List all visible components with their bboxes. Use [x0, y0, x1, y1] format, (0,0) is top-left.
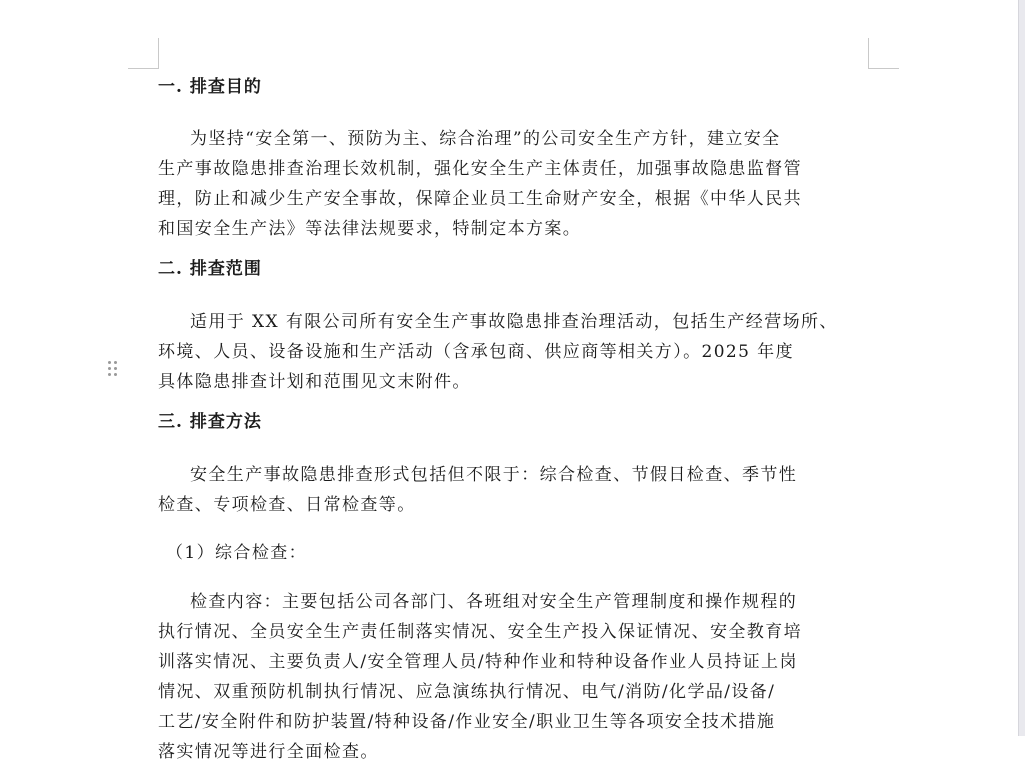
- crop-mark-top-right: [868, 38, 899, 69]
- paragraph-line: 生产事故隐患排查治理长效机制，强化安全生产主体责任，加强事故隐患监督管: [158, 159, 802, 179]
- paragraph-line: 落实情况等进行全面检查。: [158, 742, 379, 762]
- section-heading-purpose: 一. 排查目的: [158, 77, 262, 97]
- window-edge: [1018, 0, 1025, 736]
- paragraph-line: 工艺/安全附件和防护装置/特种设备/作业安全/职业卫生等各项安全技术措施: [158, 712, 776, 732]
- paragraph-line: 检查内容：主要包括公司各部门、各班组对安全生产管理制度和操作规程的: [190, 592, 798, 612]
- paragraph-line: 具体隐患排查计划和范围见文末附件。: [158, 372, 471, 392]
- paragraph-line: 为坚持“安全第一、预防为主、综合治理”的公司安全生产方针，建立安全: [190, 129, 781, 149]
- paragraph-line: 安全生产事故隐患排查形式包括但不限于：综合检查、节假日检查、季节性: [190, 465, 798, 485]
- section-heading-scope: 二. 排查范围: [158, 259, 262, 279]
- paragraph-line: 训落实情况、主要负责人/安全管理人员/特种作业和特种设备作业人员持证上岗: [158, 652, 798, 672]
- paragraph-line: 情况、双重预防机制执行情况、应急演练执行情况、电气/消防/化学品/设备/: [158, 682, 776, 702]
- paragraph-line: 和国安全生产法》等法律法规要求，特制定本方案。: [158, 219, 582, 239]
- drag-handle-icon[interactable]: [108, 361, 118, 377]
- paragraph-line: 检查、专项检查、日常检查等。: [158, 495, 416, 515]
- paragraph-line: 理，防止和减少生产安全事故，保障企业员工生命财产安全，根据《中华人民共: [158, 189, 802, 209]
- subheading-comprehensive-check: （1）综合检查：: [166, 543, 308, 563]
- crop-mark-top-left: [128, 38, 159, 69]
- section-heading-method: 三. 排查方法: [158, 412, 262, 432]
- paragraph-line: 适用于 XX 有限公司所有安全生产事故隐患排查治理活动，包括生产经营场所、: [190, 312, 838, 332]
- paragraph-line: 环境、人员、设备设施和生产活动（含承包商、供应商等相关方）。2025 年度: [158, 342, 794, 362]
- paragraph-line: 执行情况、全员安全生产责任制落实情况、安全生产投入保证情况、安全教育培: [158, 622, 802, 642]
